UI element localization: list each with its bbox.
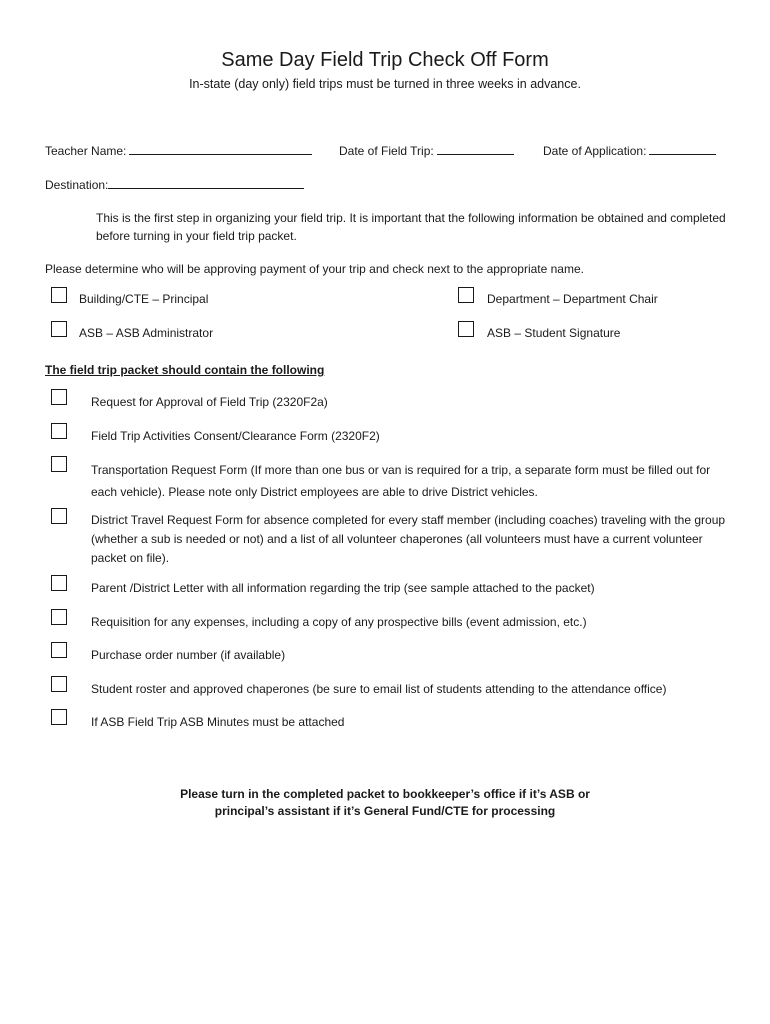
packet-item-label: District Travel Request Form for absence completed for every staff member (including coaches) traveling with the group (whether a sub is needed or not) and a list of all volunteer chaperones (all volunteers must have a current volunteer packet on file). bbox=[91, 513, 726, 565]
page-subtitle: In-state (day only) field trips must be turned in three weeks in advance. bbox=[189, 77, 581, 91]
packet-item-label: Field Trip Activities Consent/Clearance Form (2320F2) bbox=[91, 429, 380, 443]
option-label-department-chair: Department – Department Chair bbox=[487, 292, 658, 306]
teacher-name-label: Teacher Name: bbox=[45, 144, 127, 158]
date-of-application-blank[interactable] bbox=[649, 142, 716, 155]
option-label-asb-administrator: ASB – ASB Administrator bbox=[79, 326, 214, 340]
packet-item-label: Purchase order number (if available) bbox=[91, 648, 286, 662]
packet-item-checkbox[interactable] bbox=[51, 709, 67, 725]
option-checkbox-department-chair[interactable] bbox=[458, 287, 474, 303]
date-of-application-field[interactable] bbox=[543, 142, 716, 158]
packet-item-checkbox[interactable] bbox=[51, 609, 67, 625]
packet-item-checkbox[interactable] bbox=[51, 676, 67, 692]
option-label-principal: Building/CTE – Principal bbox=[79, 292, 209, 306]
packet-item-label: Request for Approval of Field Trip (2320F2a) bbox=[91, 395, 328, 409]
option-label-student-signature: ASB – Student Signature bbox=[487, 326, 621, 340]
teacher-name-blank[interactable] bbox=[129, 142, 312, 155]
packet-item-checkbox[interactable] bbox=[51, 575, 67, 591]
approval-prompt: Please determine who will be approving payment of your trip and check next to the appropriate name. bbox=[45, 262, 584, 276]
footer-line-1: Please turn in the completed packet to bookkeeper’s office if it’s ASB or bbox=[180, 787, 590, 801]
footer-note bbox=[0, 786, 770, 820]
packet-item-label: If ASB Field Trip ASB Minutes must be attached bbox=[91, 715, 345, 729]
option-checkbox-asb-administrator[interactable] bbox=[51, 321, 67, 337]
intro-text: This is the first step in organizing your field trip. It is important that the following information be obtained and completed before turning in your field trip packet. bbox=[96, 211, 726, 243]
destination-label: Destination: bbox=[45, 178, 109, 192]
packet-item-checkbox[interactable] bbox=[51, 508, 67, 524]
date-of-application-label: Date of Application: bbox=[543, 144, 647, 158]
destination-field[interactable] bbox=[45, 176, 304, 192]
packet-item-label: Student roster and approved chaperones (be sure to email list of students attending to the attendance office) bbox=[91, 682, 667, 696]
date-of-trip-label: Date of Field Trip: bbox=[339, 144, 434, 158]
packet-item-label: Requisition for any expenses, including a copy of any prospective bills (event admission, etc.) bbox=[91, 615, 587, 629]
destination-blank[interactable] bbox=[108, 176, 304, 189]
page-title: Same Day Field Trip Check Off Form bbox=[221, 49, 549, 71]
packet-item-checkbox[interactable] bbox=[51, 423, 67, 439]
footer-line-2: principal’s assistant if it’s General Fund/CTE for processing bbox=[214, 804, 556, 818]
packet-heading: The field trip packet should contain the following bbox=[45, 363, 325, 377]
option-checkbox-principal[interactable] bbox=[51, 287, 67, 303]
packet-item-checkbox[interactable] bbox=[51, 389, 67, 405]
date-of-trip-field[interactable] bbox=[339, 142, 514, 158]
packet-item-checkbox[interactable] bbox=[51, 642, 67, 658]
teacher-name-field[interactable] bbox=[45, 142, 312, 158]
packet-item-label: Transportation Request Form (If more than one bus or van is required for a trip, a separate form must be filled out for each vehicle). Please note only District employees are able to drive District vehicles. bbox=[91, 463, 711, 499]
packet-item-checkbox[interactable] bbox=[51, 456, 67, 472]
packet-item-label: Parent /District Letter with all information regarding the trip (see sample attached to the packet) bbox=[91, 581, 595, 595]
option-checkbox-student-signature[interactable] bbox=[458, 321, 474, 337]
date-of-trip-blank[interactable] bbox=[437, 142, 514, 155]
